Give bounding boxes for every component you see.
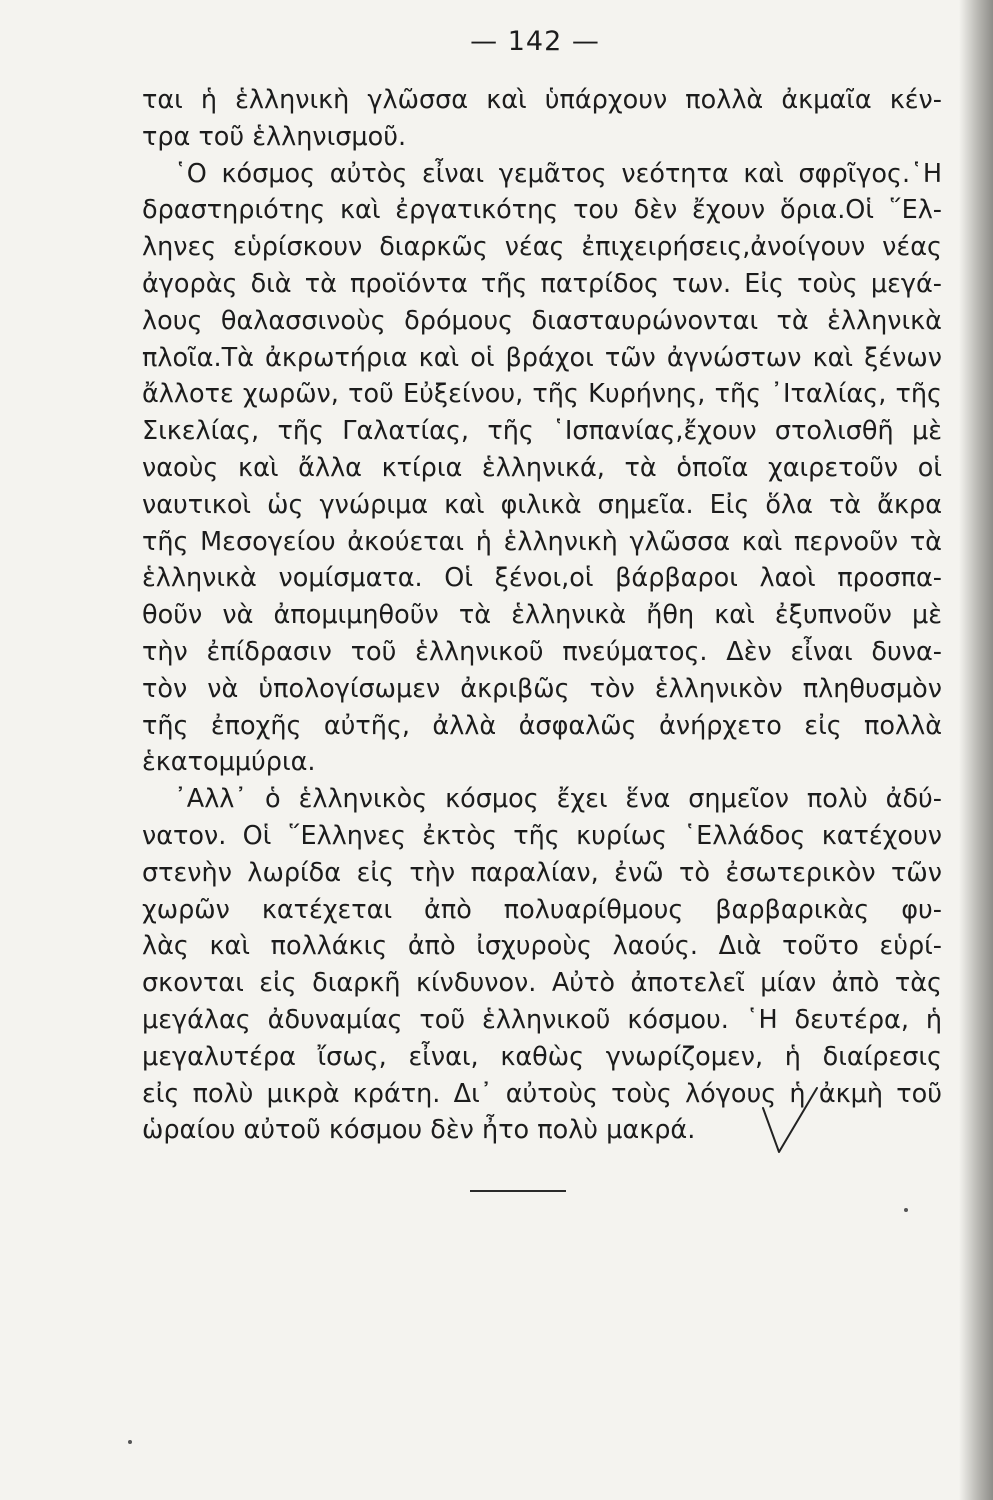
- text-line: λους θαλασσινοὺς δρόμους διασταυρώνονται τὰ ἑλληνικὰ: [142, 305, 942, 336]
- text-line: μεγάλας ἀδυναμίας τοῦ ἑλληνικοῦ κόσμου. ῾Η δευτέρα, ἡ: [142, 1004, 942, 1035]
- text-line: ἀγορὰς διὰ τὰ προϊόντα τῆς πατρίδος των. Εἰς τοὺς μεγά-: [142, 268, 942, 299]
- text-line: δραστηριότης καὶ ἐργατικότης του δὲν ἔχουν ὅρια.Οἱ ῞Ελ-: [142, 195, 942, 226]
- text-line: ἄλλοτε χωρῶν, τοῦ Εὐξείνου, τῆς Κυρήνης, τῆς ᾿Ιταλίας, τῆς: [142, 379, 942, 410]
- text-line: ἑλληνικὰ νομίσματα. Οἱ ξένοι,οἱ βάρβαροι λαοὶ προσπα-: [142, 563, 942, 594]
- text-line: ναοὺς καὶ ἄλλα κτίρια ἑλληνικά, τὰ ὁποῖα χαιρετοῦν οἱ: [142, 452, 942, 483]
- text-line: χωρῶν κατέχεται ἀπὸ πολυαρίθμους βαρβαρικὰς φυ-: [142, 894, 942, 925]
- handwritten-check-mark: [755, 1080, 825, 1160]
- text-line: τῆς Μεσογείου ἀκούεται ἡ ἑλληνικὴ γλῶσσα καὶ περνοῦν τὰ: [142, 526, 942, 557]
- text-line: θοῦν νὰ ἀπομιμηθοῦν τὰ ἑλληνικὰ ἤθη καὶ ἐξυπνοῦν μὲ: [142, 600, 942, 631]
- paragraph: [142, 156, 942, 782]
- page-number: — 142 —: [470, 26, 600, 57]
- text-line: τρα τοῦ ἑλληνισμοῦ.: [142, 121, 407, 152]
- text-line: Σικελίας, τῆς Γαλατίας, τῆς ῾Ισπανίας,ἔχουν στολισθῆ μὲ: [142, 416, 942, 447]
- text-line: ᾿Αλλ᾿ ὁ ἑλληνικὸς κόσμος ἔχει ἕνα σημεῖον πολὺ ἀδύ-: [174, 784, 942, 815]
- body-text: [142, 82, 942, 1149]
- text-line: νατον. Οἱ ῞Ελληνες ἐκτὸς τῆς κυρίως ῾Ελλάδος κατέχουν: [142, 820, 942, 851]
- text-line: πλοῖα.Τὰ ἀκρωτήρια καὶ οἱ βράχοι τῶν ἀγνώστων καὶ ξένων: [142, 342, 942, 373]
- paragraph: [142, 82, 942, 156]
- text-line: μεγαλυτέρα ἴσως, εἶναι, καθὼς γνωρίζομεν, ἡ διαίρεσις: [142, 1041, 942, 1072]
- text-line: τὸν νὰ ὑπολογίσωμεν ἀκριβῶς τὸν ἑλληνικὸν πληθυσμὸν: [142, 673, 942, 704]
- text-line: εἰς πολὺ μικρὰ κράτη. Δι᾿ αὐτοὺς τοὺς λόγους ἡ ἀκμὴ τοῦ: [142, 1078, 942, 1109]
- text-line: ὡραίου αὐτοῦ κόσμου δὲν ἦτο πολὺ μακρά.: [142, 1115, 696, 1146]
- text-line: τὴν ἐπίδρασιν τοῦ ἑλληνικοῦ πνεύματος. Δὲν εἶναι δυνα-: [142, 636, 942, 667]
- text-line: ναυτικοὶ ὡς γνώριμα καὶ φιλικὰ σημεῖα. Εἰς ὅλα τὰ ἄκρα: [142, 489, 942, 520]
- text-line: σκονται εἰς διαρκῆ κίνδυνον. Αὐτὸ ἀποτελεῖ μίαν ἀπὸ τὰς: [142, 968, 942, 999]
- text-line: στενὴν λωρίδα εἰς τὴν παραλίαν, ἐνῶ τὸ ἐσωτερικὸν τῶν: [142, 857, 942, 888]
- page-edge-shadow: [959, 0, 993, 1500]
- text-line: τῆς ἐποχῆς αὐτῆς, ἀλλὰ ἀσφαλῶς ἀνήρχετο εἰς πολλὰ: [142, 710, 942, 741]
- paper-speck: [128, 1440, 132, 1444]
- text-line: λὰς καὶ πολλάκις ἀπὸ ἰσχυροὺς λαούς. Διὰ τοῦτο εὑρί-: [142, 931, 942, 962]
- end-rule-divider: [470, 1190, 566, 1192]
- text-line: ἑκατομμύρια.: [142, 747, 316, 778]
- text-line: ληνες εὑρίσκουν διαρκῶς νέας ἐπιχειρήσεις,ἀνοίγουν νέας: [142, 232, 942, 263]
- text-line: ῾Ο κόσμος αὐτὸς εἶναι γεμᾶτος νεότητα καὶ σφρῖγος.῾Η: [174, 158, 942, 189]
- text-line: ται ἡ ἑλληνικὴ γλῶσσα καὶ ὑπάρχουν πολλὰ ἀκμαῖα κέν-: [142, 85, 942, 115]
- paper-speck: [904, 1208, 908, 1212]
